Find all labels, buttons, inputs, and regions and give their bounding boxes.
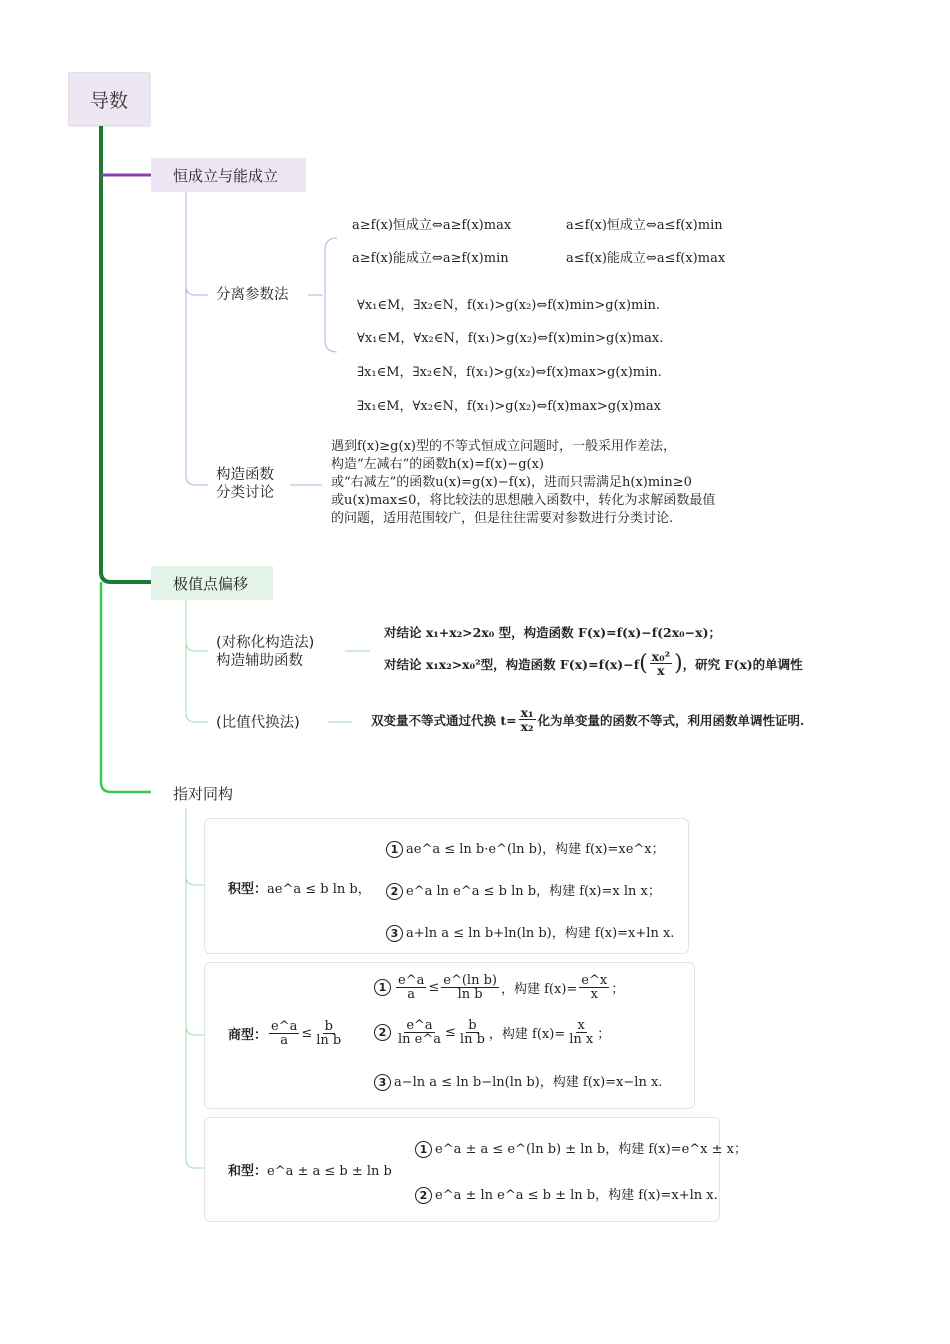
formula-7: ∃x₁∈M，∃x₂∈N，f(x₁)>g(x₂)⇔f(x)max>g(x)min. xyxy=(357,365,662,380)
ratio-text xyxy=(371,706,804,733)
sym-label[interactable] xyxy=(216,634,314,670)
frac-den: x₂ xyxy=(520,719,534,734)
ji-item-text: e^a ln e^a ≤ b ln b，构建 f(x)=x ln x； xyxy=(406,884,661,899)
he-cond: e^a ± a ≤ b ± ln b xyxy=(267,1164,392,1179)
he-label-text: 和型： xyxy=(228,1164,268,1179)
root-label: 导数 xyxy=(89,89,128,112)
item-tail: ； xyxy=(611,982,625,997)
formula-1: a≥f(x)恒成立⇔a≥f(x)max xyxy=(352,218,512,233)
frac-den: ln b xyxy=(316,1033,342,1048)
frac-den: a xyxy=(280,1033,289,1048)
gouzao-line: 的问题，适用范围较广，但是往往需要对参数进行分类讨论. xyxy=(331,511,674,526)
circle-number: 2 xyxy=(386,883,403,900)
branch-label: 指对同构 xyxy=(173,784,234,803)
ji-item-text: a+ln a ≤ ln b+ln(ln b)，构建 f(x)=x+ln x. xyxy=(406,926,675,941)
he-item-text: e^a ± a ≤ e^(ln b) ± ln b，构建 f(x)=e^x ± x； xyxy=(435,1142,747,1157)
gouzao-label-1: 构造函数 xyxy=(216,467,274,483)
circle-number: 1 xyxy=(415,1141,432,1158)
frac-num: x xyxy=(577,1018,585,1033)
formula-8: ∃x₁∈M，∀x₂∈N，f(x₁)>g(x₂)⇔f(x)max>g(x)max xyxy=(357,399,662,414)
item-frac xyxy=(396,1019,443,1046)
he-item-1 xyxy=(415,1138,747,1158)
frac-num: e^a xyxy=(406,1018,433,1033)
ji-cond: ae^a ≤ b ln b， xyxy=(267,882,371,897)
frac-num: e^x xyxy=(581,973,608,988)
shang-item-1: 1 $\frac{e\^{}a}{a}$ ≤ $\frac{\text{e\textasciicircum{}(ln b)}}{\text{ln b}}$ ，构建 f(x)= $\frac{e\^{}x}{x}$ ； xyxy=(374,974,624,1001)
gouzao-line: 或u(x)max≤0，将比较法的思想融入函数中，转化为求解函数最值 xyxy=(331,493,716,508)
shang-cond-frac-1 xyxy=(269,1020,299,1047)
ji-item-3 xyxy=(386,922,674,942)
formula-3: a≥f(x)能成立⇔a≥f(x)min xyxy=(352,251,509,266)
item-frac xyxy=(579,974,609,1001)
gouzao-text xyxy=(331,438,851,528)
frac-num: x₀² xyxy=(651,649,671,664)
frac-den: x xyxy=(657,663,665,678)
ji-item-2 xyxy=(386,880,661,900)
sym-label-2: 构造辅助函数 xyxy=(216,653,303,669)
frac-num: e^a xyxy=(271,1019,298,1034)
frac-den: ln b xyxy=(459,1032,485,1047)
gouzao-line: 遇到f(x)≥g(x)型的不等式恒成立问题时，一般采用作差法， xyxy=(331,439,676,454)
ji-item-1 xyxy=(386,838,665,858)
frac-den: a xyxy=(407,987,416,1002)
frac-num: e^a xyxy=(398,973,425,988)
trunk-light xyxy=(101,582,151,792)
branch-zhi-dui-tong-gou[interactable] xyxy=(151,776,273,810)
sym-line-2-pre: 对结论 x₁x₂>x₀²型，构造函数 F(x)=f(x)−f xyxy=(384,656,640,672)
branch-label: 恒成立与能成立 xyxy=(173,166,279,185)
item-frac xyxy=(567,1019,595,1046)
b1-sub-line xyxy=(186,192,208,295)
he-item-2 xyxy=(415,1184,718,1204)
ji-label[interactable] xyxy=(228,878,371,897)
sym-line-2: 对结论 x₁x₂>x₀²型，构造函数 F(x)=f(x)−f ( $\frac{\text{x₀²}}{x}$ ) ，研究 F(x)的单调性 xyxy=(384,649,803,678)
frac-num: b xyxy=(468,1018,477,1033)
sym-line-2-post: ，研究 F(x)的单调性 xyxy=(682,656,803,672)
circle-number: 3 xyxy=(386,925,403,942)
item-frac xyxy=(458,1019,487,1046)
ji-item-text: ae^a ≤ ln b·e^(ln b)，构建 f(x)=xe^x； xyxy=(406,842,665,857)
he-item-text: e^a ± ln e^a ≤ b ± ln b，构建 f(x)=x+ln x. xyxy=(435,1188,718,1203)
branch-heng-cheng-li[interactable] xyxy=(151,158,306,192)
frac-num: e^(ln b) xyxy=(443,973,497,988)
frac-den: x xyxy=(590,987,598,1002)
shang-item-3 xyxy=(374,1071,662,1091)
sym-frac xyxy=(650,650,672,677)
frac-den: ln x xyxy=(569,1032,594,1047)
shang-item-text: a−ln a ≤ ln b−ln(ln b)，构建 f(x)=x−ln x. xyxy=(394,1075,663,1090)
formula-5: ∀x₁∈M，∃x₂∈N，f(x₁)>g(x₂)⇔f(x)min>g(x)min. xyxy=(357,298,661,313)
trunk-dark xyxy=(101,125,151,582)
ratio-frac xyxy=(519,706,536,733)
shang-label-text: 商型： xyxy=(228,1028,268,1043)
item-tail: ，构建 f(x)= xyxy=(500,982,578,997)
sym-line-1: 对结论 x₁+x₂>2x₀ 型，构造函数 F(x)=f(x)−f(2x₀−x)； xyxy=(384,625,721,640)
circle-number: 2 xyxy=(374,1024,391,1041)
circle-number: 1 xyxy=(374,979,391,996)
frac-den: ln e^a xyxy=(398,1032,441,1047)
ratio-post: 化为单变量的函数不等式，利用函数单调性证明. xyxy=(537,712,805,728)
gouzao-label[interactable] xyxy=(216,466,274,502)
frac-num: x₁ xyxy=(520,705,534,720)
branch-label: 极值点偏移 xyxy=(173,574,249,593)
root-node[interactable] xyxy=(68,72,150,126)
item-frac xyxy=(396,974,426,1001)
ratio-label[interactable]: (比值代换法) xyxy=(216,715,300,731)
branch-ji-zhi-dian[interactable] xyxy=(151,566,273,600)
shang-item-2: 2 $\frac{e\^{}a}{\text{ln e\textasciicircum{}a}}$ ≤ $\frac{b}{\text{ln b}}$ ，构建 f(x)= $\frac{x}{\text{ln x}}$ ； xyxy=(374,1019,610,1046)
gouzao-line: 构造“左减右”的函数h(x)=f(x)−g(x) xyxy=(331,457,545,472)
sym-label-1: (对称化构造法) xyxy=(216,635,315,651)
gouzao-line: 或“右减左”的函数u(x)=g(x)−f(x)，进而只需满足h(x)min≥0 xyxy=(331,475,692,490)
ji-label-text: 积型： xyxy=(228,882,268,897)
item-frac xyxy=(441,974,499,1001)
formula-4: a≤f(x)能成立⇔a≤f(x)max xyxy=(566,251,726,266)
gouzao-label-2: 分类讨论 xyxy=(216,485,274,501)
circle-number: 1 xyxy=(386,841,403,858)
formula-2: a≤f(x)恒成立⇔a≤f(x)min xyxy=(566,218,723,233)
he-label[interactable] xyxy=(228,1160,392,1179)
frac-den: ln b xyxy=(457,987,483,1002)
item-tail: ，构建 f(x)= xyxy=(488,1027,566,1042)
circle-number: 3 xyxy=(374,1074,391,1091)
formula-6: ∀x₁∈M，∀x₂∈N，f(x₁)>g(x₂)⇔f(x)min>g(x)max. xyxy=(357,331,664,346)
shang-cond-frac-2 xyxy=(314,1020,343,1047)
fenli-label[interactable]: 分离参数法 xyxy=(216,287,289,303)
circle-number: 2 xyxy=(415,1187,432,1204)
ratio-pre: 双变量不等式通过代换 t= xyxy=(371,712,517,728)
frac-num: b xyxy=(324,1019,333,1034)
item-tail: ； xyxy=(597,1027,611,1042)
shang-label[interactable]: 商型： $\frac{e\^{}a}{a}$ ≤ $\frac{b}{\text{ln b}}$ xyxy=(228,1019,342,1048)
